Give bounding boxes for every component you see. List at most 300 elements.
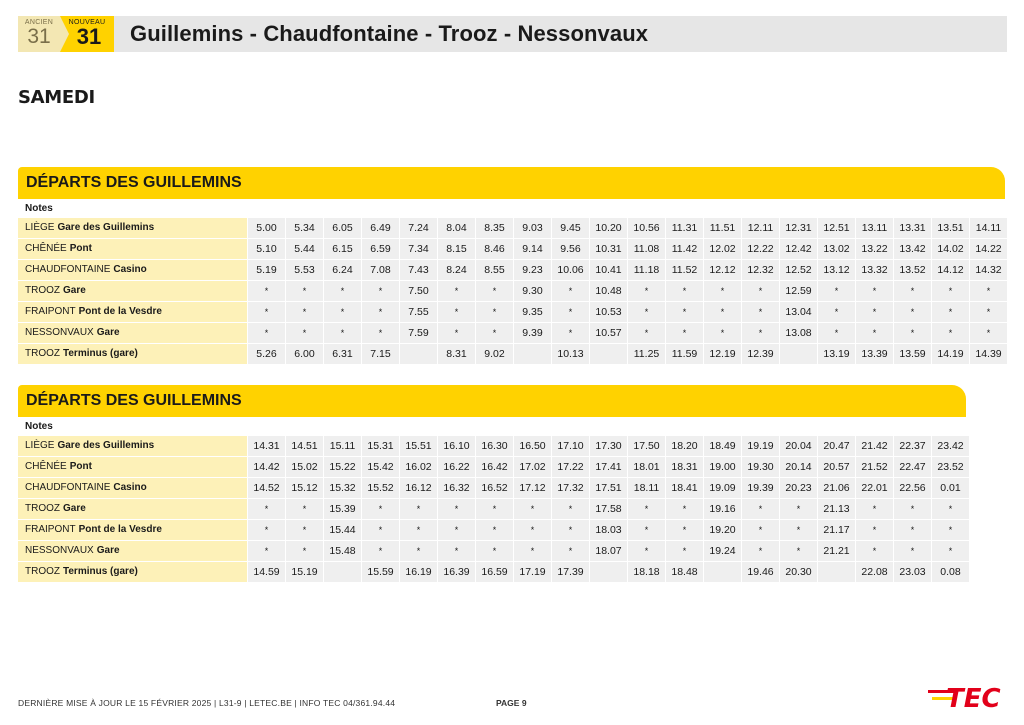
time-cell: * (438, 323, 475, 343)
time-cell: * (932, 302, 969, 322)
timetable-title: DÉPARTS DES GUILLEMINS (18, 167, 1005, 199)
table-row (18, 217, 1008, 238)
time-cell: 16.59 (476, 562, 513, 582)
time-cell: 12.22 (742, 239, 779, 259)
time-cell: 7.59 (400, 323, 437, 343)
new-line-label: NOUVEAU (68, 19, 106, 26)
time-cell: * (666, 323, 703, 343)
time-cell: 13.11 (856, 218, 893, 238)
stop-name (18, 562, 247, 582)
time-cell: * (248, 499, 285, 519)
time-cell: * (932, 323, 969, 343)
time-cell: 21.13 (818, 499, 855, 519)
time-cell: * (362, 499, 399, 519)
time-cell: 20.47 (818, 436, 855, 456)
stop-locality: FRAIPONT (25, 306, 76, 317)
table-row (18, 280, 1008, 301)
time-cell: 10.41 (590, 260, 627, 280)
time-cell: 16.42 (476, 457, 513, 477)
time-cell: * (476, 281, 513, 301)
time-cell: 11.42 (666, 239, 703, 259)
time-cell (324, 562, 361, 582)
time-cell: 8.15 (438, 239, 475, 259)
time-cell: 20.04 (780, 436, 817, 456)
time-cell: * (248, 520, 285, 540)
time-cell: 21.17 (818, 520, 855, 540)
time-cell: 19.00 (704, 457, 741, 477)
time-cell: 18.49 (704, 436, 741, 456)
time-cell: 17.19 (514, 562, 551, 582)
stop-place: Gare (96, 327, 120, 338)
time-cell: * (552, 323, 589, 343)
time-cell: 21.52 (856, 457, 893, 477)
time-cell: 5.10 (248, 239, 285, 259)
time-cell: * (476, 323, 513, 343)
page-number: PAGE 9 (496, 698, 527, 708)
time-cell: 14.11 (970, 218, 1007, 238)
time-cell: 12.59 (780, 281, 817, 301)
footer-info: DERNIÈRE MISE À JOUR LE 15 FÉVRIER 2025 | L31-9 | LETEC.BE | INFO TEC 04/361.94.44 (18, 698, 396, 708)
time-cell: * (514, 499, 551, 519)
time-cell: 5.53 (286, 260, 323, 280)
time-cell: 15.52 (362, 478, 399, 498)
tec-logo (928, 676, 1010, 716)
stop-locality: CHAUDFONTAINE (25, 264, 111, 275)
time-cell: 15.59 (362, 562, 399, 582)
time-cell: * (780, 520, 817, 540)
time-cell: 9.03 (514, 218, 551, 238)
time-cell: * (286, 520, 323, 540)
old-line-number: 31 (27, 25, 51, 48)
time-cell: 9.23 (514, 260, 551, 280)
time-cell: * (704, 323, 741, 343)
time-cell: 16.50 (514, 436, 551, 456)
time-cell: 14.22 (970, 239, 1007, 259)
time-cell: * (856, 323, 893, 343)
time-cell: * (666, 302, 703, 322)
time-cell: * (438, 281, 475, 301)
time-cell: * (628, 302, 665, 322)
time-cell: 17.51 (590, 478, 627, 498)
time-cell: 11.52 (666, 260, 703, 280)
time-cell: 9.14 (514, 239, 551, 259)
route-title: Guillemins - Chaudfontaine - Trooz - Nessonvaux (130, 21, 649, 46)
time-cell: 16.10 (438, 436, 475, 456)
time-cell: * (742, 302, 779, 322)
timetable-title: DÉPARTS DES GUILLEMINS (18, 385, 966, 417)
time-cell: 13.02 (818, 239, 855, 259)
time-cell: 18.41 (666, 478, 703, 498)
time-cell: * (286, 541, 323, 561)
time-cell: * (704, 281, 741, 301)
time-cell: 13.19 (818, 344, 855, 364)
stop-locality: CHÊNÉE (25, 243, 67, 254)
time-cell: 22.08 (856, 562, 893, 582)
time-cell: * (476, 499, 513, 519)
stop-locality: CHÊNÉE (25, 461, 67, 472)
time-cell: * (438, 520, 475, 540)
time-cell: 6.59 (362, 239, 399, 259)
time-cell: 14.31 (248, 436, 285, 456)
time-cell: 5.19 (248, 260, 285, 280)
time-cell: * (742, 520, 779, 540)
time-cell: 9.02 (476, 344, 513, 364)
time-cell: 8.46 (476, 239, 513, 259)
stop-name (18, 520, 247, 540)
time-cell: 11.08 (628, 239, 665, 259)
time-cell: 18.18 (628, 562, 665, 582)
time-cell: * (666, 499, 703, 519)
table-row (18, 519, 970, 540)
time-cell: 15.42 (362, 457, 399, 477)
timetable-afternoon (18, 385, 970, 582)
line-header (18, 16, 1007, 52)
time-cell: 17.02 (514, 457, 551, 477)
time-cell: * (324, 323, 361, 343)
time-cell: * (894, 499, 931, 519)
time-cell: 22.56 (894, 478, 931, 498)
table-row (18, 498, 970, 519)
time-cell: 13.22 (856, 239, 893, 259)
time-cell: 16.19 (400, 562, 437, 582)
time-cell: 17.10 (552, 436, 589, 456)
time-cell: 6.31 (324, 344, 361, 364)
time-cell: * (248, 323, 285, 343)
time-cell: 20.23 (780, 478, 817, 498)
time-cell: 15.48 (324, 541, 361, 561)
old-line-badge (18, 16, 60, 52)
time-cell: 11.31 (666, 218, 703, 238)
time-cell: 12.52 (780, 260, 817, 280)
time-cell: 16.02 (400, 457, 437, 477)
stop-place: Gare des Guillemins (57, 440, 155, 451)
stop-locality: LIÈGE (25, 440, 55, 451)
table-row (18, 435, 970, 456)
time-cell: * (286, 302, 323, 322)
time-cell: 11.25 (628, 344, 665, 364)
time-cell: 14.32 (970, 260, 1007, 280)
time-cell: 8.04 (438, 218, 475, 238)
time-cell: * (970, 323, 1007, 343)
time-cell: 18.03 (590, 520, 627, 540)
time-cell (514, 344, 551, 364)
stop-place: Pont de la Vesdre (78, 306, 162, 317)
time-cell: 23.42 (932, 436, 969, 456)
time-cell: 14.51 (286, 436, 323, 456)
time-cell: 13.12 (818, 260, 855, 280)
stop-name (18, 260, 247, 280)
time-cell: 7.43 (400, 260, 437, 280)
table-row (18, 561, 970, 582)
time-cell: 7.15 (362, 344, 399, 364)
time-cell: 14.59 (248, 562, 285, 582)
time-cell: * (362, 541, 399, 561)
time-cell: 21.21 (818, 541, 855, 561)
stop-name (18, 478, 247, 498)
time-cell: 19.20 (704, 520, 741, 540)
table-row (18, 322, 1008, 343)
time-cell (590, 562, 627, 582)
time-cell: * (894, 541, 931, 561)
time-cell: 17.41 (590, 457, 627, 477)
time-cell: 10.20 (590, 218, 627, 238)
time-cell: 22.47 (894, 457, 931, 477)
stop-place: Casino (113, 264, 147, 275)
time-cell: 9.56 (552, 239, 589, 259)
time-cell: * (742, 499, 779, 519)
time-cell: * (628, 541, 665, 561)
time-cell: 16.22 (438, 457, 475, 477)
stop-place: Gare (63, 503, 86, 514)
time-cell: 5.00 (248, 218, 285, 238)
table-row (18, 259, 1008, 280)
timetable-rows (18, 217, 1008, 364)
old-line-label: ANCIEN (24, 19, 54, 26)
stop-name (18, 499, 247, 519)
time-cell: * (362, 520, 399, 540)
stop-name (18, 344, 247, 364)
time-cell: 10.31 (590, 239, 627, 259)
time-cell: 21.06 (818, 478, 855, 498)
time-cell: 16.12 (400, 478, 437, 498)
time-cell: 15.19 (286, 562, 323, 582)
time-cell: * (742, 281, 779, 301)
stop-name (18, 323, 247, 343)
time-cell: * (400, 499, 437, 519)
time-cell: 13.51 (932, 218, 969, 238)
time-cell: 8.24 (438, 260, 475, 280)
stop-name (18, 302, 247, 322)
notes-label: Notes (25, 202, 53, 214)
stop-name (18, 239, 247, 259)
time-cell: 19.46 (742, 562, 779, 582)
time-cell: 19.30 (742, 457, 779, 477)
time-cell: * (856, 499, 893, 519)
time-cell: * (932, 499, 969, 519)
time-cell: * (552, 281, 589, 301)
time-cell: * (628, 520, 665, 540)
time-cell: 17.22 (552, 457, 589, 477)
stop-place: Gare des Guillemins (57, 222, 155, 233)
time-cell: 10.53 (590, 302, 627, 322)
time-cell: 15.44 (324, 520, 361, 540)
time-cell: 9.39 (514, 323, 551, 343)
time-cell: 10.57 (590, 323, 627, 343)
time-cell: * (856, 541, 893, 561)
time-cell: 23.52 (932, 457, 969, 477)
time-cell: 19.09 (704, 478, 741, 498)
table-row (18, 343, 1008, 364)
time-cell: 21.42 (856, 436, 893, 456)
time-cell (780, 344, 817, 364)
time-cell (400, 344, 437, 364)
time-cell: 9.45 (552, 218, 589, 238)
time-cell: * (742, 323, 779, 343)
time-cell: 14.02 (932, 239, 969, 259)
time-cell: * (286, 281, 323, 301)
stop-place: Pont (69, 243, 92, 254)
time-cell: 18.11 (628, 478, 665, 498)
time-cell: * (628, 499, 665, 519)
time-cell: 11.59 (666, 344, 703, 364)
stop-locality: TROOZ (25, 503, 60, 514)
time-cell: 18.07 (590, 541, 627, 561)
time-cell: * (932, 281, 969, 301)
time-cell: * (704, 302, 741, 322)
time-cell: * (248, 541, 285, 561)
time-cell: 15.39 (324, 499, 361, 519)
time-cell: 18.01 (628, 457, 665, 477)
time-cell: 20.57 (818, 457, 855, 477)
time-cell: 9.35 (514, 302, 551, 322)
time-cell: 17.32 (552, 478, 589, 498)
time-cell: 22.37 (894, 436, 931, 456)
time-cell: 15.02 (286, 457, 323, 477)
stop-place: Pont de la Vesdre (78, 524, 162, 535)
time-cell: * (628, 281, 665, 301)
time-cell: * (438, 541, 475, 561)
stop-name (18, 218, 247, 238)
time-cell: 0.08 (932, 562, 969, 582)
table-row (18, 540, 970, 561)
time-cell: 12.39 (742, 344, 779, 364)
stop-place: Terminus (gare) (63, 566, 138, 577)
stop-name (18, 281, 247, 301)
time-cell: * (552, 499, 589, 519)
time-cell: 12.31 (780, 218, 817, 238)
time-cell: 10.13 (552, 344, 589, 364)
time-cell: 7.55 (400, 302, 437, 322)
time-cell: 13.04 (780, 302, 817, 322)
time-cell: * (362, 302, 399, 322)
time-cell: 12.19 (704, 344, 741, 364)
time-cell: 13.59 (894, 344, 931, 364)
time-cell: 19.24 (704, 541, 741, 561)
time-cell: * (856, 302, 893, 322)
time-cell: 6.15 (324, 239, 361, 259)
time-cell: * (362, 323, 399, 343)
stop-place: Terminus (gare) (63, 348, 138, 359)
time-cell: 15.32 (324, 478, 361, 498)
time-cell: * (932, 541, 969, 561)
stop-locality: LIÈGE (25, 222, 55, 233)
logo-text: TEC (946, 684, 1001, 714)
time-cell: 6.49 (362, 218, 399, 238)
time-cell: * (932, 520, 969, 540)
notes-label: Notes (25, 420, 53, 432)
time-cell: 22.01 (856, 478, 893, 498)
time-cell: 10.56 (628, 218, 665, 238)
time-cell: 12.12 (704, 260, 741, 280)
time-cell: * (324, 302, 361, 322)
time-cell: 12.32 (742, 260, 779, 280)
time-cell: 6.05 (324, 218, 361, 238)
time-cell: 19.39 (742, 478, 779, 498)
time-cell: 12.11 (742, 218, 779, 238)
time-cell: * (248, 281, 285, 301)
time-cell: 17.12 (514, 478, 551, 498)
time-cell: 17.58 (590, 499, 627, 519)
time-cell: 14.39 (970, 344, 1007, 364)
time-cell: * (780, 541, 817, 561)
time-cell: 17.39 (552, 562, 589, 582)
time-cell: * (286, 323, 323, 343)
time-cell: 6.24 (324, 260, 361, 280)
time-cell: 15.12 (286, 478, 323, 498)
stop-locality: NESSONVAUX (25, 545, 94, 556)
time-cell: * (476, 302, 513, 322)
time-cell: * (856, 281, 893, 301)
time-cell: 15.11 (324, 436, 361, 456)
time-cell (590, 344, 627, 364)
time-cell: 16.52 (476, 478, 513, 498)
time-cell: 13.39 (856, 344, 893, 364)
stop-name (18, 457, 247, 477)
stop-place: Gare (96, 545, 120, 556)
time-cell: * (400, 520, 437, 540)
time-cell: 13.08 (780, 323, 817, 343)
time-cell: 7.08 (362, 260, 399, 280)
time-cell: * (552, 302, 589, 322)
time-cell: * (818, 323, 855, 343)
time-cell: * (514, 541, 551, 561)
time-cell: 6.00 (286, 344, 323, 364)
time-cell: 18.31 (666, 457, 703, 477)
stop-place: Gare (63, 285, 86, 296)
stop-locality: CHAUDFONTAINE (25, 482, 111, 493)
time-cell: 15.31 (362, 436, 399, 456)
time-cell: 13.42 (894, 239, 931, 259)
time-cell: 19.19 (742, 436, 779, 456)
time-cell: 9.30 (514, 281, 551, 301)
time-cell: 8.35 (476, 218, 513, 238)
time-cell: 13.31 (894, 218, 931, 238)
stop-locality: TROOZ (25, 348, 60, 359)
time-cell: * (438, 499, 475, 519)
time-cell: 13.52 (894, 260, 931, 280)
time-cell: * (742, 541, 779, 561)
day-heading: SAMEDI (18, 87, 95, 108)
time-cell: * (324, 281, 361, 301)
table-row (18, 456, 970, 477)
time-cell: 7.24 (400, 218, 437, 238)
timetable-morning (18, 167, 1008, 364)
time-cell: * (894, 302, 931, 322)
time-cell: * (666, 541, 703, 561)
time-cell: 0.01 (932, 478, 969, 498)
new-line-badge (60, 16, 114, 52)
time-cell: 11.18 (628, 260, 665, 280)
time-cell: 7.34 (400, 239, 437, 259)
time-cell: 17.50 (628, 436, 665, 456)
time-cell: * (400, 541, 437, 561)
time-cell: 10.06 (552, 260, 589, 280)
time-cell (704, 562, 741, 582)
time-cell: 11.51 (704, 218, 741, 238)
time-cell: * (248, 302, 285, 322)
time-cell: * (856, 520, 893, 540)
time-cell: * (666, 520, 703, 540)
time-cell: 14.19 (932, 344, 969, 364)
time-cell: 20.14 (780, 457, 817, 477)
time-cell: 5.26 (248, 344, 285, 364)
time-cell: 8.55 (476, 260, 513, 280)
stop-locality: TROOZ (25, 566, 60, 577)
timetable-rows (18, 435, 970, 582)
time-cell: 12.42 (780, 239, 817, 259)
time-cell: * (894, 520, 931, 540)
time-cell: 5.34 (286, 218, 323, 238)
